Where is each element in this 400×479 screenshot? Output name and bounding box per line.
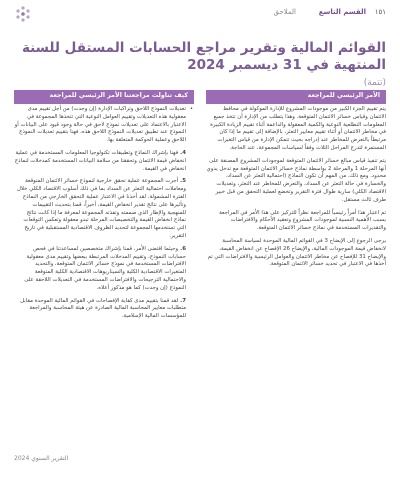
item-number: 4. xyxy=(180,149,186,156)
page-subtitle: (تتمة) xyxy=(363,78,386,88)
kam-paragraph: يتم تنفيذ قياس مبالغ خسائر الائتمان المتوقعة لموجودات المشروع المصنفة على أنها المرحلة 1 والمرحلة 2 بواسطة نماذج خسائر الائتمان المتوقعة مع تدخل يدوي محدود. ومع ذلك، من المهم أن تكون النماذج (احتمالية التعثر عن السداد، والخسارة في حالة التعثر عن السداد، والتعرض للمخاطر عند التعثر، وتعديلات الاقتصاد الكلي) سارية طوال فترة التقرير وتخضع لعملية التحقق من قبل خبير طرف ثالث مستقل. xyxy=(206,157,386,203)
title-block xyxy=(14,40,386,88)
page-header xyxy=(14,8,386,22)
item-text: وحيثما اقتضى الأمر، قمنا بإشراك متخصصين لمساعدتنا في فحص حسابات النموذج، وتقييم المدخلات المرتبطة ببعضها وتقييم مدى معقولية الافتراضات المستخدمة في نموذج خسائر الائتمان المتوقعة، والتحديد المتغيرات الاقتصادية الكلية والسيناريوهات الاقتصادية الكلية المتوقعة والاحتمالية الترجيحات والافتراضات المستخدمة في التعديلات اللاحقة على النموذج (إن وجدت) كما هو مذكور أعلاه. xyxy=(24,245,186,291)
key-audit-matter-column xyxy=(206,106,386,274)
item-text: فهنا بإشراك النماذج وتطبيقات تكنولوجيا المعلومات المستخدمة في عملية انخفاض قيمة الائتمان وتحققنا من سلامة البيانات المستخدمة كمدخلات لنماذج انخفاض في القيمة. xyxy=(14,149,186,172)
audit-response-item xyxy=(14,178,186,240)
chapter-label: القسم التاسع xyxy=(318,8,366,16)
audit-response-list xyxy=(14,106,194,321)
kam-paragraph: يتم تقييم الجزء الكبير من موجودات المشروع للإدارة الموكولة في محافظ الائتمان وقياس خسائر الائتمان المتوقعة. وهذا يتطلب من الإدارة أن تتخذ جميع المعلومات التطلعية النوعية والكمية المعقولة والداعمة أثناء تقييم الزيادة الكبيرة في مخاطر الائتمان أو أثناء تقييم معايير التعثر، بالإضافة إلى تقييم ما إذا كان مرتبطاً بالتعرض للمخاطر عند إدراجه بحيث تتمكن الإدارة من قياس التغيرات المستمرة لتدرج المراحل الثلاث وفقاً لسياسات المجموعة، عند الحاجة. xyxy=(210,106,386,151)
item-text: أجرت المجموعة عملية تحقق خارجية لنموذج خسائر الائتمان المتوقعة ومعاملات احتمالية التعثر عن السداد بما في ذلك أسلوب الاقتصاد الكلي خلال الفترة المشمولة. لقد أخذنا في الاعتبار عملية التحقق الخارجي من النماذج وتأثيرها على نتائج تقدير انخفاض القيمة، أخيراً، قمنا بتحديث التقييمات للمنهجية والإطار الذي صممته وتفذته المجموعة لمعرفة ما إذا كانت نتائج نماذج انخفاض القيمة والتخصيصات المرحلة تبدو معقولة وتعكس التوقعات التي تستخدمها المجموعة لتحديد الظروف الاقتصادية المستقبلية في تاريخ التقرير. xyxy=(16,178,186,239)
kam-paragraph: يرجى الرجوع إلى الإيضاح 3 في القوائم المالية الموحدة لسياسة المحاسبة لانخفاض قيمة الموجودات المالية، والإيضاح 26 الإفصاح عن انخفاض القيمة، والإيضاح 31 للإفصاح عن مخاطر الائتمان والعوامل الرئيسية والافتراضات التي تم أخذها في الاعتبار في تحديد خسائر الائتمان المتوقعة. xyxy=(207,237,386,268)
item-number: 6. xyxy=(180,245,186,252)
item-text: لقد قمنا بتقييم مدى كفاية الإفصاحات في القوائم المالية الموحدة مقابل متطلبات معايير المحاسبة المالية الصادرة عن هيئة المحاسبة والمراجعة للمؤسسات المالية الإسلامية. xyxy=(20,297,186,320)
audit-response-item xyxy=(14,298,186,321)
item-number: 7. xyxy=(180,297,186,304)
page-number: ١٥١ xyxy=(374,8,386,16)
audit-response-item xyxy=(14,106,186,145)
audit-response-item xyxy=(14,246,186,293)
page-footer xyxy=(14,455,386,465)
footer-text: التقرير السنوي 2024 xyxy=(14,455,69,462)
item-number: 5. xyxy=(180,178,186,185)
kam-paragraph: تم اعتبار هذا أمراً رئيسياً للمراجعة نظراً للتركيز على هذا الأمر في المراجعة بسبب الأهمية النسبية لموجودات المشروع وتعقيد الأحكام والافتراضات والتقديرات المستخدمة في نماذج خسائر الائتمان المتوقعة. xyxy=(219,209,386,232)
audit-response-item xyxy=(14,150,186,173)
left-column-header: كيف تناولت مراجعتنا الأمر الرئيسي للمراجعة xyxy=(14,90,194,104)
logo-icon xyxy=(14,5,32,23)
right-column-header: الأمر الرئيسي للمراجعة xyxy=(206,90,386,104)
section-label: الملاحق xyxy=(273,8,296,16)
item-text: تعديلات النموذج اللاحق وتراكبات الإدارة (إن وجدت) من أجل تقييم مدى معقولية هذه التعديلات وتقييم العوامل النوعية التي تتخذها المجموعة في الاعتبار بالاعتماد على تعديلات نموذج لاحق في حالة وجود قيود على البيانات أو النموذج عند تطبيق تعديلات النموذج اللاحق هذه، فهنا بتقييم تعديلات النموذج اللاحق وعملية الحوكمة المتعلقة بها. xyxy=(14,106,186,144)
audit-response-column xyxy=(14,106,194,326)
key-audit-matter-table xyxy=(14,90,386,420)
page-title: القوائم المالية وتقرير مراجع الحسابات المستقل للسنة المنتهية في 31 ديسمبر 2024 xyxy=(21,40,386,73)
